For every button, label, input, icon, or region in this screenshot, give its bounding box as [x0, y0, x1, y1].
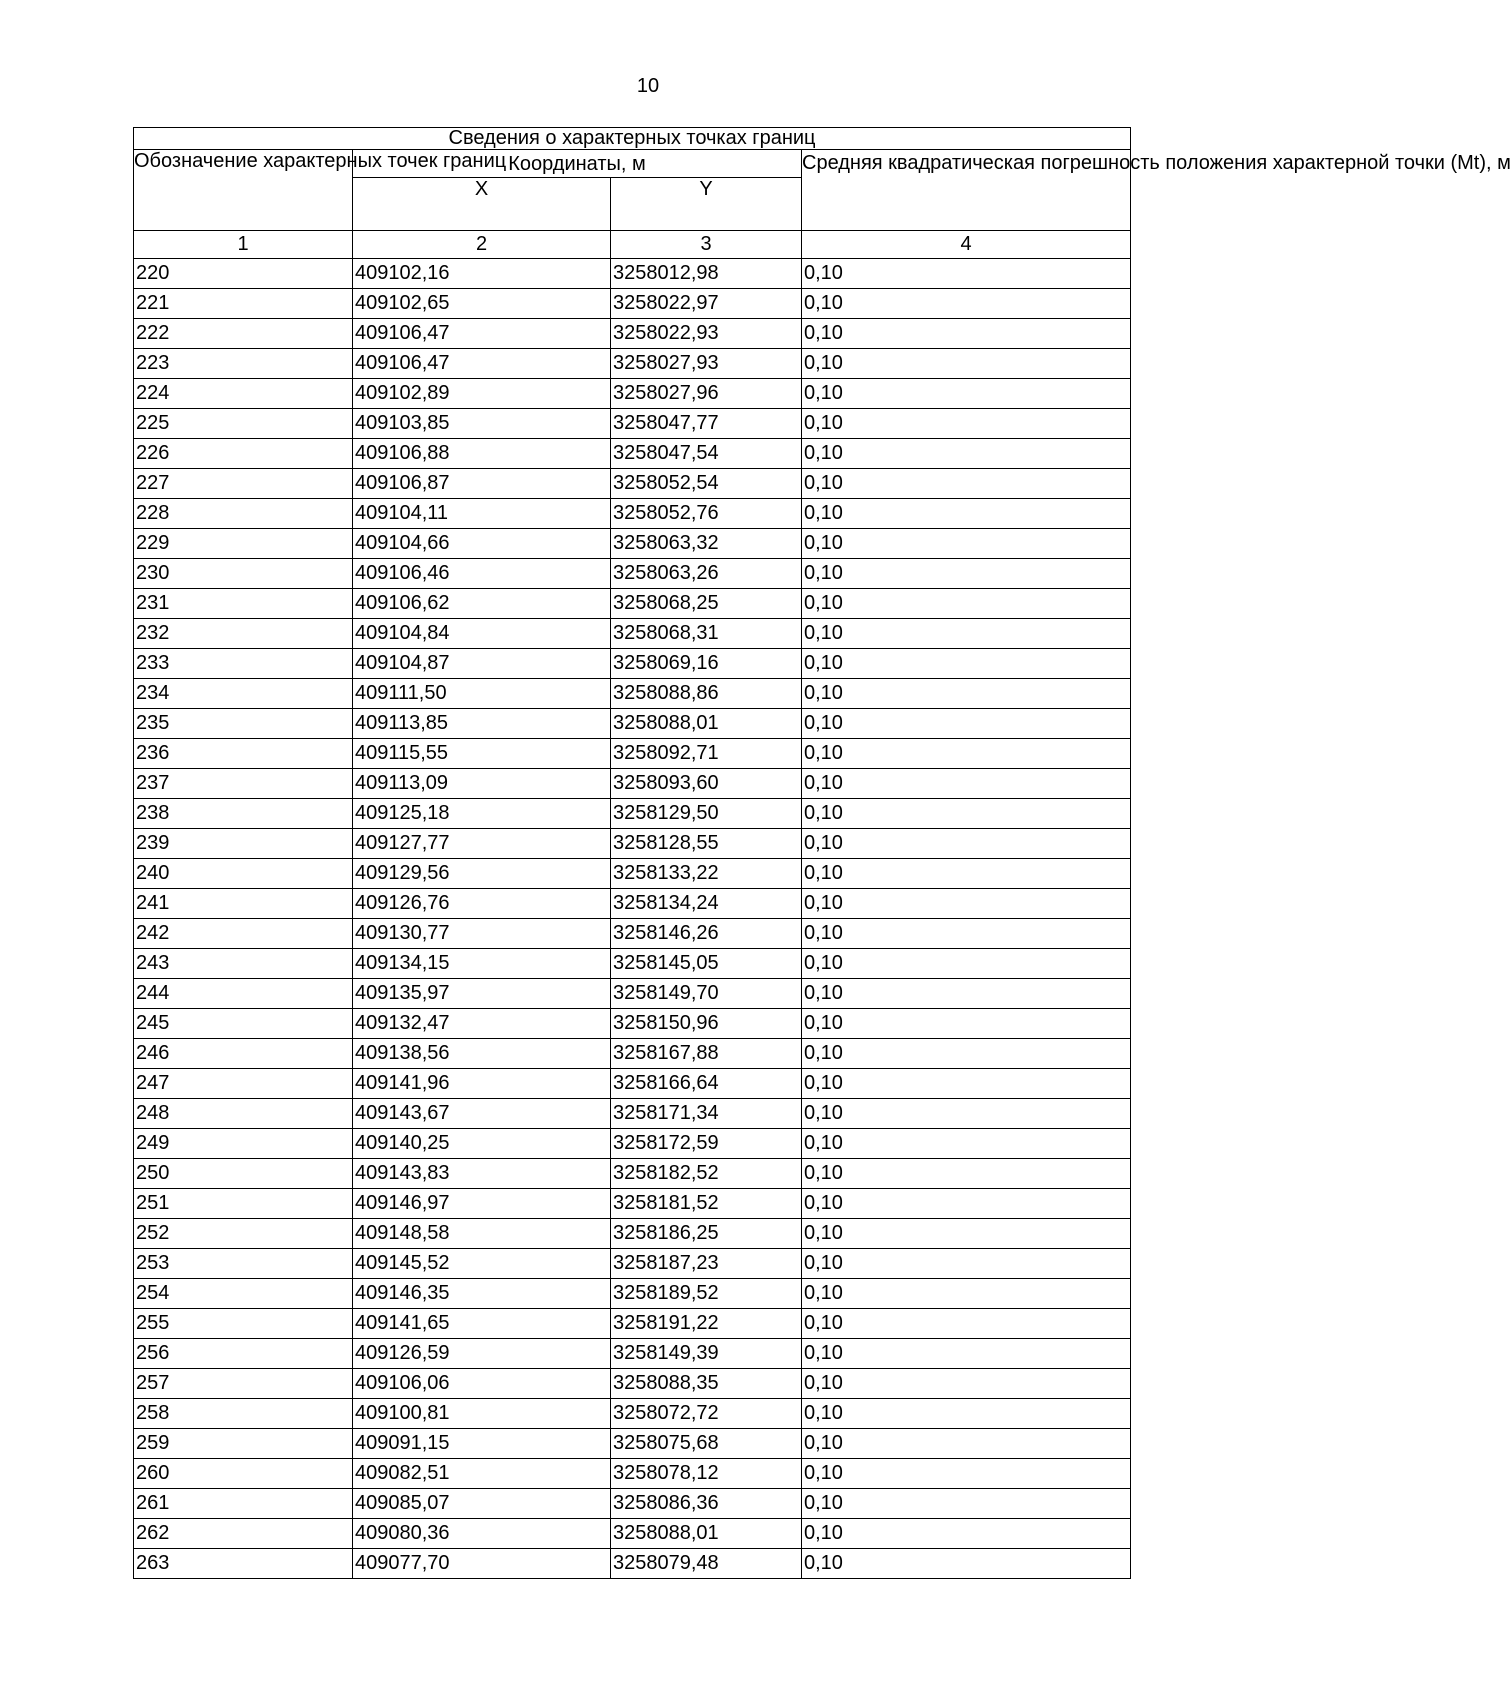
- x-coordinate-cell: 409104,87: [353, 649, 611, 679]
- page-number: 10: [636, 75, 660, 97]
- table-row: [134, 649, 1131, 679]
- boundary-points-table: [133, 127, 1511, 1579]
- table-row: [134, 1339, 1131, 1369]
- error-value-cell: 0,10: [802, 259, 1131, 289]
- x-coordinate-cell: 409126,76: [353, 889, 611, 919]
- table-row: [134, 769, 1131, 799]
- x-coordinate-cell: 409115,55: [353, 739, 611, 769]
- error-value-cell: 0,10: [802, 1069, 1131, 1099]
- y-coordinate-cell: 3258063,26: [611, 559, 802, 589]
- x-coordinate-cell: 409146,35: [353, 1279, 611, 1309]
- error-value-cell: 0,10: [802, 1399, 1131, 1429]
- x-coordinate-cell: 409132,47: [353, 1009, 611, 1039]
- y-coordinate-cell: 3258088,01: [611, 709, 802, 739]
- x-coordinate-cell: 409106,88: [353, 439, 611, 469]
- x-coordinate-cell: 409141,65: [353, 1309, 611, 1339]
- table-row: [134, 1159, 1131, 1189]
- point-number-cell: 257: [134, 1369, 353, 1399]
- error-value-cell: 0,10: [802, 949, 1131, 979]
- error-value-cell: 0,10: [802, 289, 1131, 319]
- error-value-cell: 0,10: [802, 679, 1131, 709]
- y-coordinate-cell: 3258022,93: [611, 319, 802, 349]
- table-row: [134, 1279, 1131, 1309]
- point-number-cell: 247: [134, 1069, 353, 1099]
- column-number: 1: [134, 231, 353, 259]
- table-row: [134, 679, 1131, 709]
- x-coordinate-cell: 409106,47: [353, 319, 611, 349]
- point-number-cell: 251: [134, 1189, 353, 1219]
- table-title: Сведения о характерных точках границ: [134, 128, 1131, 150]
- y-coordinate-cell: 3258068,31: [611, 619, 802, 649]
- error-value-cell: 0,10: [802, 769, 1131, 799]
- column-number: 3: [611, 231, 802, 259]
- y-coordinate-cell: 3258134,24: [611, 889, 802, 919]
- x-coordinate-cell: 409125,18: [353, 799, 611, 829]
- y-header: Y: [611, 178, 802, 231]
- point-number-cell: 261: [134, 1489, 353, 1519]
- point-number-cell: 232: [134, 619, 353, 649]
- y-coordinate-cell: 3258149,70: [611, 979, 802, 1009]
- y-coordinate-cell: 3258181,52: [611, 1189, 802, 1219]
- point-number-cell: 226: [134, 439, 353, 469]
- error-value-cell: 0,10: [802, 1189, 1131, 1219]
- point-number-cell: 259: [134, 1429, 353, 1459]
- error-value-cell: 0,10: [802, 1219, 1131, 1249]
- y-coordinate-cell: 3258047,77: [611, 409, 802, 439]
- point-number-cell: 236: [134, 739, 353, 769]
- error-value-cell: 0,10: [802, 1309, 1131, 1339]
- x-coordinate-cell: 409146,97: [353, 1189, 611, 1219]
- error-value-cell: 0,10: [802, 1009, 1131, 1039]
- point-number-cell: 222: [134, 319, 353, 349]
- error-value-cell: 0,10: [802, 499, 1131, 529]
- table-row: [134, 919, 1131, 949]
- y-coordinate-cell: 3258145,05: [611, 949, 802, 979]
- point-number-cell: 223: [134, 349, 353, 379]
- x-coordinate-cell: 409102,89: [353, 379, 611, 409]
- y-coordinate-cell: 3258166,64: [611, 1069, 802, 1099]
- table-row: [134, 1099, 1131, 1129]
- point-number-cell: 227: [134, 469, 353, 499]
- error-value-cell: 0,10: [802, 1039, 1131, 1069]
- y-coordinate-cell: 3258093,60: [611, 769, 802, 799]
- point-number-cell: 254: [134, 1279, 353, 1309]
- point-number-cell: 220: [134, 259, 353, 289]
- error-value-cell: 0,10: [802, 919, 1131, 949]
- point-number-cell: 250: [134, 1159, 353, 1189]
- error-value-cell: 0,10: [802, 799, 1131, 829]
- x-coordinate-cell: 409106,87: [353, 469, 611, 499]
- y-coordinate-cell: 3258187,23: [611, 1249, 802, 1279]
- table-row: [134, 1429, 1131, 1459]
- point-number-cell: 244: [134, 979, 353, 1009]
- error-value-cell: 0,10: [802, 1099, 1131, 1129]
- table-row: [134, 889, 1131, 919]
- table-row: [134, 559, 1131, 589]
- table-row: [134, 739, 1131, 769]
- x-coordinate-cell: 409104,11: [353, 499, 611, 529]
- y-coordinate-cell: 3258088,35: [611, 1369, 802, 1399]
- point-number-cell: 245: [134, 1009, 353, 1039]
- x-coordinate-cell: 409077,70: [353, 1549, 611, 1579]
- point-number-cell: 221: [134, 289, 353, 319]
- y-coordinate-cell: 3258012,98: [611, 259, 802, 289]
- y-coordinate-cell: 3258092,71: [611, 739, 802, 769]
- table-row: [134, 1459, 1131, 1489]
- table-row: [134, 589, 1131, 619]
- y-coordinate-cell: 3258027,96: [611, 379, 802, 409]
- y-coordinate-cell: 3258027,93: [611, 349, 802, 379]
- table-row: [134, 1309, 1131, 1339]
- point-number-cell: 238: [134, 799, 353, 829]
- error-value-cell: 0,10: [802, 619, 1131, 649]
- error-value-cell: 0,10: [802, 559, 1131, 589]
- error-value-cell: 0,10: [802, 469, 1131, 499]
- table-row: [134, 709, 1131, 739]
- error-value-cell: 0,10: [802, 319, 1131, 349]
- x-coordinate-cell: 409104,84: [353, 619, 611, 649]
- x-coordinate-cell: 409113,09: [353, 769, 611, 799]
- x-coordinate-cell: 409106,06: [353, 1369, 611, 1399]
- table-row: [134, 379, 1131, 409]
- error-value-cell: 0,10: [802, 739, 1131, 769]
- y-coordinate-cell: 3258186,25: [611, 1219, 802, 1249]
- error-value-cell: 0,10: [802, 1519, 1131, 1549]
- error-value-cell: 0,10: [802, 1339, 1131, 1369]
- y-coordinate-cell: 3258052,76: [611, 499, 802, 529]
- point-number-cell: 246: [134, 1039, 353, 1069]
- column-number: 2: [353, 231, 611, 259]
- x-coordinate-cell: 409138,56: [353, 1039, 611, 1069]
- error-value-cell: 0,10: [802, 379, 1131, 409]
- table-row: [134, 799, 1131, 829]
- error-value-cell: 0,10: [802, 589, 1131, 619]
- y-coordinate-cell: 3258079,48: [611, 1549, 802, 1579]
- point-number-cell: 234: [134, 679, 353, 709]
- point-number-cell: 237: [134, 769, 353, 799]
- x-coordinate-cell: 409103,85: [353, 409, 611, 439]
- x-coordinate-cell: 409106,47: [353, 349, 611, 379]
- table-row: [134, 619, 1131, 649]
- table-row: [134, 1069, 1131, 1099]
- y-coordinate-cell: 3258088,01: [611, 1519, 802, 1549]
- error-value-cell: 0,10: [802, 709, 1131, 739]
- y-coordinate-cell: 3258182,52: [611, 1159, 802, 1189]
- y-coordinate-cell: 3258072,72: [611, 1399, 802, 1429]
- x-coordinate-cell: 409145,52: [353, 1249, 611, 1279]
- coordinates-header: Координаты, м: [353, 150, 802, 178]
- error-value-cell: 0,10: [802, 529, 1131, 559]
- point-number-cell: 253: [134, 1249, 353, 1279]
- y-coordinate-cell: 3258078,12: [611, 1459, 802, 1489]
- point-number-cell: 243: [134, 949, 353, 979]
- x-coordinate-cell: 409129,56: [353, 859, 611, 889]
- error-value-cell: 0,10: [802, 889, 1131, 919]
- table-row: [134, 499, 1131, 529]
- y-coordinate-cell: 3258191,22: [611, 1309, 802, 1339]
- error-value-cell: 0,10: [802, 859, 1131, 889]
- error-value-cell: 0,10: [802, 1429, 1131, 1459]
- point-number-cell: 231: [134, 589, 353, 619]
- point-number-cell: 262: [134, 1519, 353, 1549]
- y-coordinate-cell: 3258171,34: [611, 1099, 802, 1129]
- x-coordinate-cell: 409100,81: [353, 1399, 611, 1429]
- table-row: [134, 1519, 1131, 1549]
- x-coordinate-cell: 409134,15: [353, 949, 611, 979]
- error-value-cell: 0,10: [802, 1129, 1131, 1159]
- table-row: [134, 1039, 1131, 1069]
- table-row: [134, 259, 1131, 289]
- x-coordinate-cell: 409102,65: [353, 289, 611, 319]
- y-coordinate-cell: 3258068,25: [611, 589, 802, 619]
- point-number-cell: 256: [134, 1339, 353, 1369]
- designation-header: Обозначение характерных точек границ: [134, 150, 353, 231]
- table-row: [134, 1189, 1131, 1219]
- point-number-cell: 258: [134, 1399, 353, 1429]
- point-number-cell: 255: [134, 1309, 353, 1339]
- table-title-row: [134, 128, 1131, 150]
- table-row: [134, 1219, 1131, 1249]
- table-row: [134, 1489, 1131, 1519]
- x-coordinate-cell: 409106,46: [353, 559, 611, 589]
- x-header: X: [353, 178, 611, 231]
- x-coordinate-cell: 409130,77: [353, 919, 611, 949]
- y-coordinate-cell: 3258133,22: [611, 859, 802, 889]
- y-coordinate-cell: 3258172,59: [611, 1129, 802, 1159]
- error-value-cell: 0,10: [802, 1159, 1131, 1189]
- error-value-cell: 0,10: [802, 1489, 1131, 1519]
- table-row: [134, 289, 1131, 319]
- point-number-cell: 260: [134, 1459, 353, 1489]
- y-coordinate-cell: 3258149,39: [611, 1339, 802, 1369]
- error-value-cell: 0,10: [802, 1369, 1131, 1399]
- x-coordinate-cell: 409106,62: [353, 589, 611, 619]
- table-row: [134, 1549, 1131, 1579]
- x-coordinate-cell: 409085,07: [353, 1489, 611, 1519]
- error-value-cell: 0,10: [802, 1249, 1131, 1279]
- y-coordinate-cell: 3258150,96: [611, 1009, 802, 1039]
- point-number-cell: 229: [134, 529, 353, 559]
- x-coordinate-cell: 409140,25: [353, 1129, 611, 1159]
- x-coordinate-cell: 409126,59: [353, 1339, 611, 1369]
- y-coordinate-cell: 3258129,50: [611, 799, 802, 829]
- error-value-cell: 0,10: [802, 349, 1131, 379]
- y-coordinate-cell: 3258128,55: [611, 829, 802, 859]
- table-row: [134, 439, 1131, 469]
- error-value-cell: 0,10: [802, 1549, 1131, 1579]
- x-coordinate-cell: 409135,97: [353, 979, 611, 1009]
- table-row: [134, 1399, 1131, 1429]
- y-coordinate-cell: 3258022,97: [611, 289, 802, 319]
- y-coordinate-cell: 3258069,16: [611, 649, 802, 679]
- x-coordinate-cell: 409148,58: [353, 1219, 611, 1249]
- x-coordinate-cell: 409111,50: [353, 679, 611, 709]
- table-row: [134, 1129, 1131, 1159]
- point-number-cell: 233: [134, 649, 353, 679]
- error-value-cell: 0,10: [802, 829, 1131, 859]
- point-number-cell: 252: [134, 1219, 353, 1249]
- table-row: [134, 1009, 1131, 1039]
- y-coordinate-cell: 3258063,32: [611, 529, 802, 559]
- table-row: [134, 469, 1131, 499]
- point-number-cell: 248: [134, 1099, 353, 1129]
- x-coordinate-cell: 409102,16: [353, 259, 611, 289]
- table-row: [134, 859, 1131, 889]
- point-number-cell: 235: [134, 709, 353, 739]
- table-row: [134, 529, 1131, 559]
- table-row: [134, 1249, 1131, 1279]
- point-number-cell: 224: [134, 379, 353, 409]
- point-number-cell: 228: [134, 499, 353, 529]
- point-number-cell: 263: [134, 1549, 353, 1579]
- error-value-cell: 0,10: [802, 649, 1131, 679]
- point-number-cell: 225: [134, 409, 353, 439]
- table-row: [134, 979, 1131, 1009]
- y-coordinate-cell: 3258047,54: [611, 439, 802, 469]
- error-header: Средняя квадратическая погрешность положения характерной точки (Mt), м: [802, 150, 1131, 231]
- y-coordinate-cell: 3258086,36: [611, 1489, 802, 1519]
- x-coordinate-cell: 409104,66: [353, 529, 611, 559]
- column-number: 4: [802, 231, 1131, 259]
- y-coordinate-cell: 3258167,88: [611, 1039, 802, 1069]
- point-number-cell: 249: [134, 1129, 353, 1159]
- table-row: [134, 409, 1131, 439]
- y-coordinate-cell: 3258052,54: [611, 469, 802, 499]
- error-value-cell: 0,10: [802, 1279, 1131, 1309]
- x-coordinate-cell: 409091,15: [353, 1429, 611, 1459]
- error-value-cell: 0,10: [802, 409, 1131, 439]
- point-number-cell: 239: [134, 829, 353, 859]
- y-coordinate-cell: 3258088,86: [611, 679, 802, 709]
- column-numbers-row: [134, 231, 1131, 259]
- x-coordinate-cell: 409127,77: [353, 829, 611, 859]
- y-coordinate-cell: 3258146,26: [611, 919, 802, 949]
- x-coordinate-cell: 409141,96: [353, 1069, 611, 1099]
- table-row: [134, 949, 1131, 979]
- table-row: [134, 1369, 1131, 1399]
- error-value-cell: 0,10: [802, 1459, 1131, 1489]
- y-coordinate-cell: 3258189,52: [611, 1279, 802, 1309]
- x-coordinate-cell: 409082,51: [353, 1459, 611, 1489]
- error-value-cell: 0,10: [802, 439, 1131, 469]
- error-value-cell: 0,10: [802, 979, 1131, 1009]
- x-coordinate-cell: 409143,83: [353, 1159, 611, 1189]
- table-row: [134, 829, 1131, 859]
- x-coordinate-cell: 409080,36: [353, 1519, 611, 1549]
- point-number-cell: 241: [134, 889, 353, 919]
- y-coordinate-cell: 3258075,68: [611, 1429, 802, 1459]
- point-number-cell: 242: [134, 919, 353, 949]
- table-row: [134, 349, 1131, 379]
- x-coordinate-cell: 409113,85: [353, 709, 611, 739]
- x-coordinate-cell: 409143,67: [353, 1099, 611, 1129]
- point-number-cell: 230: [134, 559, 353, 589]
- table-row: [134, 319, 1131, 349]
- point-number-cell: 240: [134, 859, 353, 889]
- table-header-row: [134, 150, 1131, 178]
